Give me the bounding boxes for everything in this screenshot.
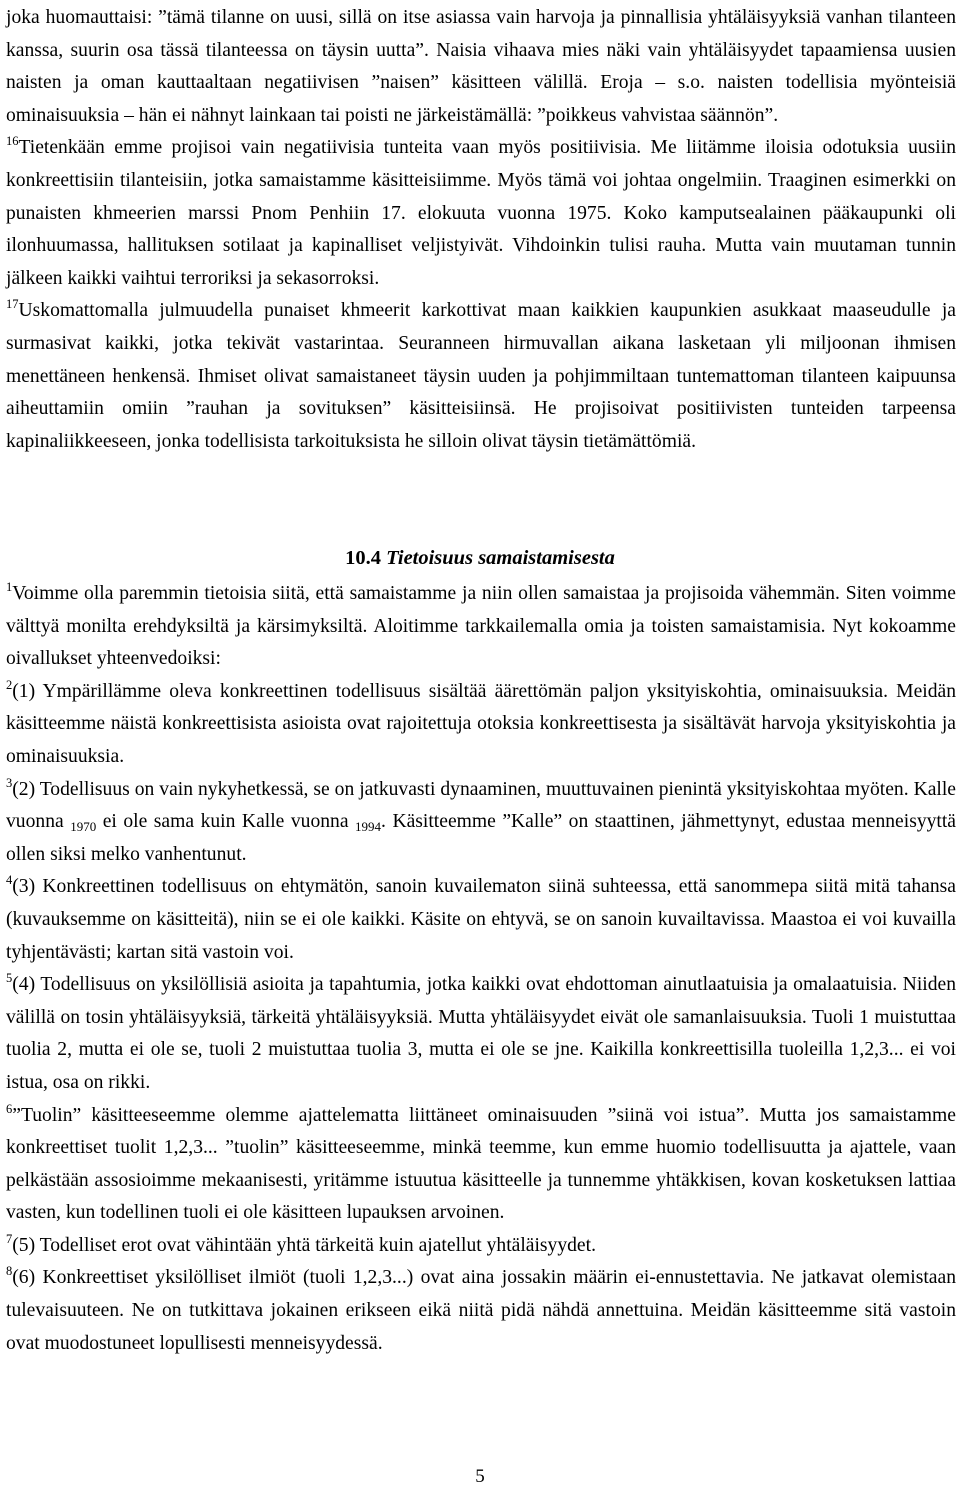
paragraph: [6, 1230, 956, 1263]
paragraph: [6, 774, 956, 872]
paragraph-text: ei ole sama kuin Kalle vuonna: [96, 811, 356, 833]
paragraph-text: . Käsitteemme ”Kalle” on staattinen, jähmettynyt, edustaa menneisyyttä ollen siksi melko vanhentunut.: [6, 811, 956, 865]
paragraph-number: 6: [6, 1101, 13, 1116]
paragraph-number: 4: [6, 873, 13, 888]
paragraph-text: ”Tuolin” käsitteeseemme olemme ajattelematta liittäneet ominaisuuden ”siinä voi istua”. Mutta jos samaistamme konkreettiset tuolit 1,2,3... ”tuolin” käsitteeseemme, minkä teemme, kun emme huomio todellisuutta ja ajattele, vaan pelkästään assosioimme mekaanisesti, yritämme istuutua käsitteelle ja tunnemme yhtäkkisen, kovan kosketuksen lattiaa vasten, kun todellinen tuoli ei ole käsitteen lupauksen arvoinen.: [6, 1104, 956, 1224]
paragraph-text: Uskomattomalla julmuudella punaiset khmeerit karkottivat maan kaikkien kaupunkien asukkaat maaseudulle ja surmasivat kaikki, jotka tekivät vastarintaa. Seuranneen hirmuvallan aikana lasketaan yli miljoonan ihmisen menettäneen henkensä. Ihmiset olivat samaistaneet täysin uuden ja pohjimmiltaan tuntemattoman tilanteen kaipuunsa aiheuttamiin omiin ”rauhan ja sovituksen” käsitteisiinsä. He projisoivat positiivisten tunteiden tarpeensa kapinaliikkeeseen, jonka todellisista tarkoituksista he silloin olivat täysin tietämättömiä.: [6, 300, 956, 452]
paragraph-text: (4) Todellisuus on yksilöllisiä asioita ja tapahtumia, jotka kaikki ovat ehdottoman ainutlaatuisia ja omalaatuisia. Niiden välillä on tosin yhtäläisyyksiä, tärkeitä yhtäläisyyksiä. Mutta yhtäläisyydet eivät ole samanlaisuuksia. Tuoli 1 muistuttaa tuolia 2, mutta ei ole se, tuoli 2 muistuttaa tuolia 3, mutta ei ole se jne. Kaikilla konkreettisilla tuoleilla 1,2,3... ei voi istua, osa on rikki.: [6, 974, 956, 1093]
paragraph: [6, 132, 956, 295]
paragraph-number: 16: [6, 134, 19, 149]
paragraph-text: (6) Konkreettiset yksilölliset ilmiöt (tuoli 1,2,3...) ovat aina jossakin määrin ei-ennustettavia. Ne jatkavat olemistaan tulevaisuuteen. Ne on tutkittava jokainen erikseen eikä niitä pidä nähdä annettuina. Meidän käsitteemme sitä vastoin ovat muodostuneet lopullisesti menneisyydessä.: [6, 1267, 956, 1354]
paragraph-number: 17: [6, 297, 19, 312]
paragraph: [6, 578, 956, 676]
year-subscript: 1994: [355, 819, 382, 835]
section-title: Tietoisuus samaistamisesta: [386, 547, 615, 569]
section-heading: [0, 542, 960, 574]
paragraph: [6, 676, 956, 774]
paragraph: [6, 2, 956, 132]
paragraph-text: (2) Todellisuus on vain nykyhetkessä, se on jatkuvasti dynaaminen, muuttuvainen pienintä yksityiskohtaa myöten. Kalle vuonna: [6, 778, 956, 833]
paragraph-text: Tietenkään emme projisoi vain negatiivisia tunteita vaan myös positiivisia. Me liitämme iloisia odotuksia uusiin konkreettisiin tilanteisiin, jotka samaistamme käsitteisiimme. Myös tämä voi johtaa ongelmiin. Traaginen esimerkki on punaisten khmeerien marssi Pnom Penhiin 17. elokuuta vuonna 1975. Koko kamputsealainen pääkaupunki oli ilonhuumassa, hallituksen sotilaat ja kapinalliset veljistyivät. Vihdoinkin tulisi rauha. Mutta vain muutaman tunnin jälkeen kaikki vaihtui terroriksi ja sekasorroksi.: [6, 137, 956, 289]
paragraph-number: 5: [6, 971, 13, 986]
paragraph-text: Voimme olla paremmin tietoisia siitä, että samaistamme ja niin ollen samaistaa ja projisoida vähemmän. Siten voimme välttyä monilta erehdyksiltä ja kärsimyksiltä. Aloitimme tarkkailemalla omia ja toisten samaistamisia. Nyt kokoamme oivallukset yhteenvedoiksi:: [6, 583, 956, 670]
text-block-top: [6, 0, 956, 458]
paragraph-number: 3: [6, 775, 13, 790]
paragraph-text: (5) Todelliset erot ovat vähintään yhtä tärkeitä kuin ajatellut yhtäläisyydet.: [12, 1234, 596, 1256]
paragraph: [6, 295, 956, 458]
paragraph: [6, 1262, 956, 1360]
section-number: 10.4: [345, 547, 381, 569]
paragraph: [6, 871, 956, 969]
paragraph-number: 1: [6, 580, 13, 594]
year-subscript: 1970: [70, 819, 97, 835]
paragraph-text: (1) Ympärillämme oleva konkreettinen todellisuus sisältää äärettömän paljon yksityiskohtia, ominaisuuksia. Meidän käsitteemme näistä konkreettisista asioista ovat rajoitettuja otoksia konkreettisesta ja sisältävät harvoja yksityiskohtia ja ominaisuuksia.: [6, 680, 956, 767]
paragraph: [6, 969, 956, 1099]
paragraph: [6, 1100, 956, 1230]
paragraph-text: (3) Konkreettinen todellisuus on ehtymätön, sanoin kuvailematon siinä suhteessa, että sanommepa siitä mitä tahansa (kuvauksemme on käsitteitä), niin se ei ole kaikki. Käsite on ehtyvä, se on sanoin kuvailtavissa. Maastoa ei voi kuvailla tyhjentävästi; kartan sitä vastoin voi.: [6, 876, 956, 963]
paragraph-number: 8: [6, 1264, 13, 1279]
page-number: 5: [475, 1466, 485, 1487]
paragraph-text: joka huomauttaisi: ”tämä tilanne on uusi, sillä on itse asiassa vain harvoja ja pinnallisia yhtäläisyyksiä vanhan tilanteen kanssa, suurin osa tässä tilanteessa on täysin uutta”. Naisia vihaava mies näki vain yhtäläisyydet tapaamiensa uusien naisten ja oman kauttaaltaan negatiivisen ”naisen” käsitteen välillä. Eroja – s.o. naisten todellisia myönteisiä ominaisuuksia – hän ei nähnyt lainkaan tai poisti ne järkeistämällä: ”poikkeus vahvistaa säännön”.: [6, 7, 956, 126]
paragraph-number: 2: [6, 677, 13, 692]
text-block-section: [6, 578, 956, 1360]
paragraph-number: 7: [6, 1231, 13, 1246]
